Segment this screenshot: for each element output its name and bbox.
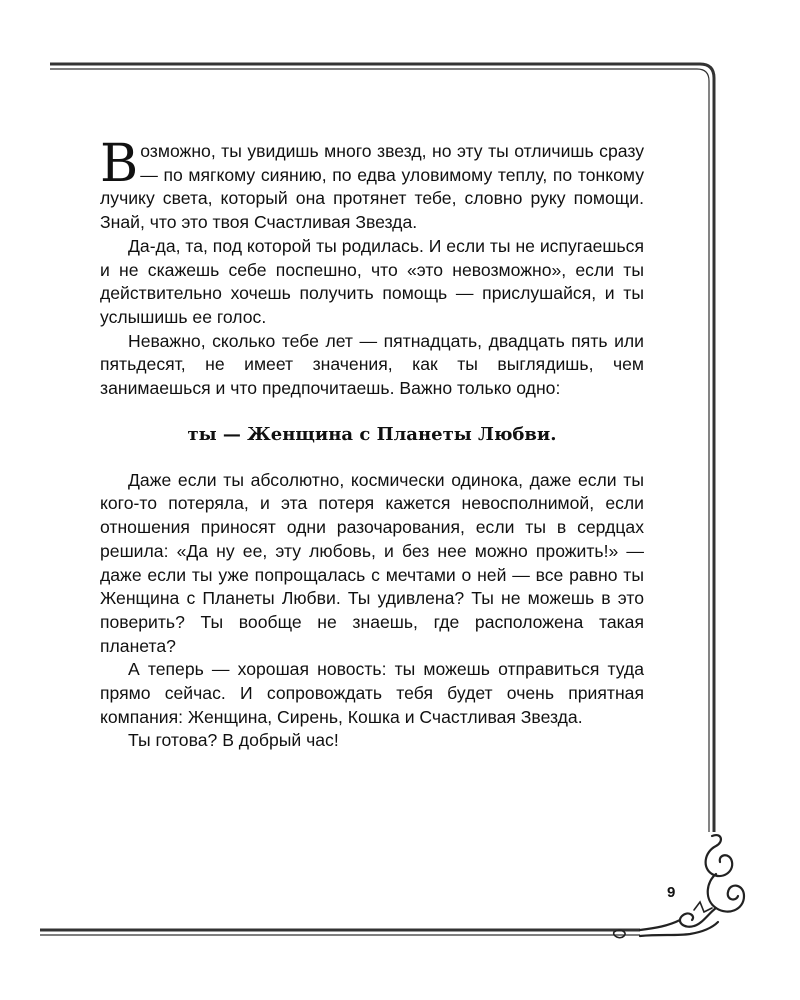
corner-ornament-icon	[614, 835, 744, 938]
paragraph-5: А теперь — хорошая новость: ты можешь отправиться туда прямо сейчас. И сопровождать тебя будет очень приятная компания: Женщина, Сирень, Кошка и Счастливая Звезда.	[100, 659, 644, 727]
paragraph-3: Неважно, сколько тебе лет — пятнадцать, двадцать пять или пятьдесят, не имеет значения, как ты выглядишь, чем занимаешься и что предпочитаешь. Важно только одно:	[100, 330, 644, 399]
paragraph-1	[100, 134, 644, 235]
paragraph-1-text: озможно, ты увидишь много звезд, но эту ты отличишь сразу — по мягкому сиянию, по едва уловимому теплу, по тонкому лучику света, который она протянет тебе, словно руку помощи. Знай, что это твоя Счастливая Звезда.	[100, 141, 644, 233]
page-body	[100, 134, 644, 753]
page-number: 9	[667, 884, 676, 901]
paragraph-4: Даже если ты абсолютно, космически одинока, даже если ты кого-то потеряла, и эта потеря кажется невосполнимой, если отношения приносят одни разочарования, если ты в сердцах решила: «Да ну ее, эту любовь, и без нее можно прожить!» — даже если ты уже попрощалась с мечтами о ней — все равно ты Женщина с Планеты Любви. Ты удивлена? Ты не можешь в это поверить? Ты вообще не знаешь, где расположена такая планета?	[100, 469, 644, 656]
paragraph-2: Да-да, та, под которой ты родилась. И если ты не испугаешься и не скажешь себе поспешно, что «это невозможно», если ты действительно хочешь получить помощь — прислушайся, и ты услышишь ее голос.	[100, 235, 644, 327]
section-heading: ты — Женщина с Планеты Любви.	[187, 423, 557, 445]
paragraph-6: Ты готова? В добрый час!	[128, 730, 339, 751]
drop-cap: В	[100, 134, 139, 194]
